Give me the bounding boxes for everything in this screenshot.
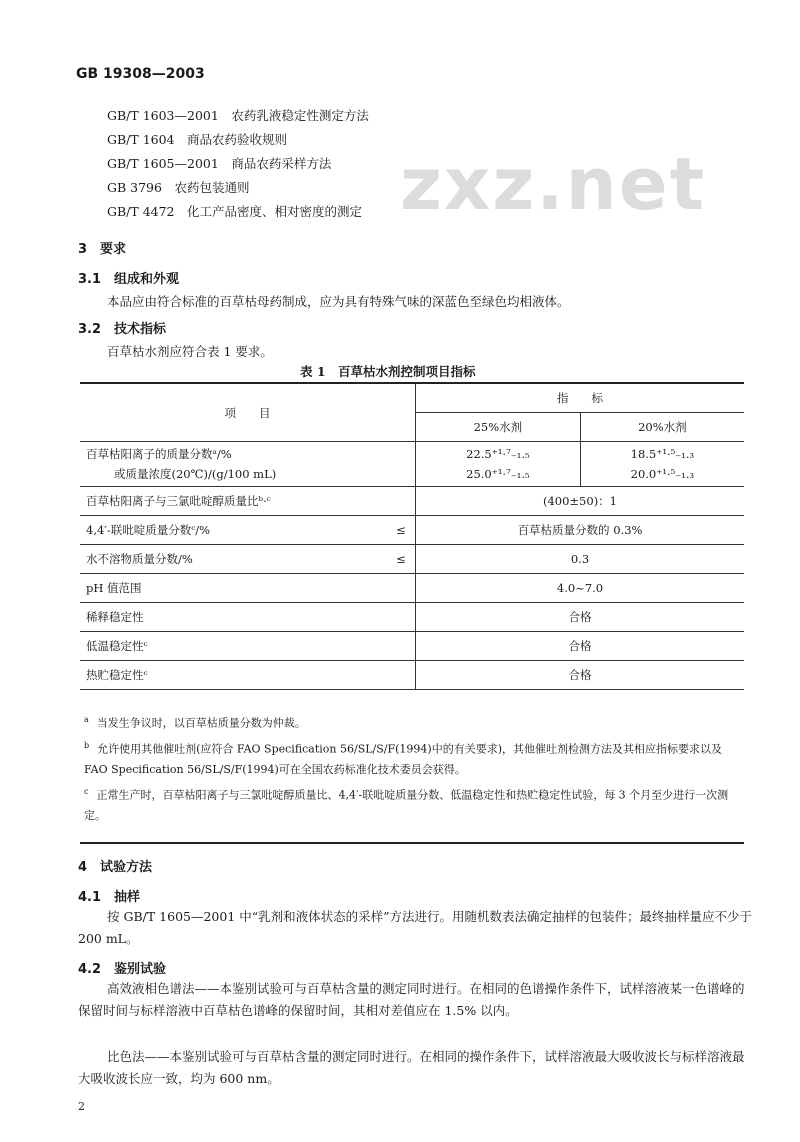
table-row-item: pH 值范围: [80, 574, 416, 603]
table-row-value: 合格: [416, 661, 745, 690]
table-head-item: 项 目: [80, 383, 416, 442]
spec-table: [80, 382, 744, 690]
table-row-value: 4.0~7.0: [416, 574, 745, 603]
table-row-value: 0.3: [416, 545, 745, 574]
section-4-1-text: 按 GB/T 1605—2001 中“乳剂和液体状态的采样”方法进行。用随机数表法确定抽样的包装件；最终抽样量应不少于 200 mL。: [78, 909, 753, 946]
table-row-item: 水不溶物质量分数/%: [80, 545, 387, 574]
table-notes: [80, 700, 744, 844]
table-note: [84, 736, 740, 780]
section-4-2-text-2: 比色法——本鉴别试验可与百草枯含量的测定同时进行。在相同的操作条件下，试样溶液最大吸收波长与标样溶液最大吸收波长应一致，均为 600 nm。: [78, 1049, 745, 1086]
table-head-index: 指 标: [416, 383, 745, 413]
table-note: [84, 782, 740, 826]
table-row-symbol: ≤: [387, 545, 416, 574]
reference-line: GB 3796 农药包装通则: [107, 180, 250, 195]
table-row-item-alt: 或质量浓度(20℃)/(g/100 mL): [114, 467, 277, 481]
note-text: 当发生争议时，以百草枯质量分数为仲裁。: [96, 716, 306, 730]
section-3-2-text: 百草枯水剂应符合表 1 要求。: [107, 344, 273, 359]
reference-line: GB/T 1605—2001 商品农药采样方法: [107, 156, 332, 171]
table-row-value: 百草枯质量分数的 0.3%: [416, 516, 745, 545]
note-text: 正常生产时，百草枯阳离子与三氯吡啶醇质量比、4,4′-联吡啶质量分数、低温稳定性和热贮稳定性试验，每 3 个月至少进行一次测定。: [84, 788, 729, 822]
table-head-col1: 25%水剂: [416, 413, 581, 442]
table-head-col2: 20%水剂: [580, 413, 744, 442]
table-row-value: 合格: [416, 603, 745, 632]
value-concentration-20: 20.0⁺¹·⁵₋₁.₃: [630, 467, 695, 481]
section-3-2-title: 3.2 技术指标: [78, 322, 167, 337]
section-4-2-title: 4.2 鉴别试验: [78, 962, 167, 977]
note-mark: a: [84, 715, 89, 724]
table-row-symbol: ≤: [387, 516, 416, 545]
table-note: [84, 710, 740, 734]
table-row-value-25: [416, 442, 581, 487]
reference-line: GB/T 1603—2001 农药乳液稳定性测定方法: [107, 108, 369, 123]
reference-line: GB/T 4472 化工产品密度、相对密度的测定: [107, 204, 363, 219]
table-row-item: 低温稳定性ᶜ: [80, 632, 416, 661]
table-row-value: 合格: [416, 632, 745, 661]
table-row-item: 4,4′-联吡啶质量分数ᶜ/%: [80, 516, 387, 545]
table-caption: 表 1 百草枯水剂控制项目指标: [300, 364, 476, 379]
value-mass-fraction-20: 18.5⁺¹·⁵₋₁.₃: [630, 447, 695, 461]
section-3-1-text: 本品应由符合标准的百草枯母药制成，应为具有特殊气味的深蓝色至绿色均相液体。: [107, 294, 570, 309]
table-row-value: (400±50)：1: [416, 487, 745, 516]
table-row-item: 百草枯阳离子与三氯吡啶醇质量比ᵇ·ᶜ: [80, 487, 416, 516]
note-text: 允许使用其他催吐剂(应符合 FAO Specification 56/SL/S/F(1994)中的有关要求)，其他催吐剂检测方法及其相应指标要求以及 FAO Specification 56/SL/S/F(1994)可在全国农药标准化技术委员会获得。: [84, 742, 723, 776]
reference-line: GB/T 1604 商品农药验收规则: [107, 132, 288, 147]
value-mass-fraction-25: 22.5⁺¹·⁷₋₁.₅: [466, 447, 530, 461]
section-4-2-text-1: 高效液相色谱法——本鉴别试验可与百草枯含量的测定同时进行。在相同的色谱操作条件下，试样溶液某一色谱峰的保留时间与标样溶液中百草枯色谱峰的保留时间，其相对差值应在 1.5% 以内。: [78, 981, 745, 1018]
section-4-1-title: 4.1 抽样: [78, 890, 141, 905]
document-header: GB 19308—2003: [76, 66, 205, 82]
table-row-item: 百草枯阳离子的质量分数ᵃ/%: [86, 447, 232, 461]
table-row: [80, 442, 416, 487]
watermark: zxz.net: [400, 142, 707, 226]
value-concentration-25: 25.0⁺¹·⁷₋₁.₅: [466, 467, 530, 481]
table-row-item: 稀释稳定性: [80, 603, 416, 632]
section-3-title: 3 要求: [78, 242, 127, 257]
table-row-value-20: [580, 442, 744, 487]
section-4-title: 4 试验方法: [78, 860, 153, 875]
page-number: 2: [78, 1100, 85, 1113]
table-row-item: 热贮稳定性ᶜ: [80, 661, 416, 690]
section-3-1-title: 3.1 组成和外观: [78, 272, 180, 287]
note-mark: b: [84, 741, 90, 750]
note-mark: c: [84, 787, 89, 796]
